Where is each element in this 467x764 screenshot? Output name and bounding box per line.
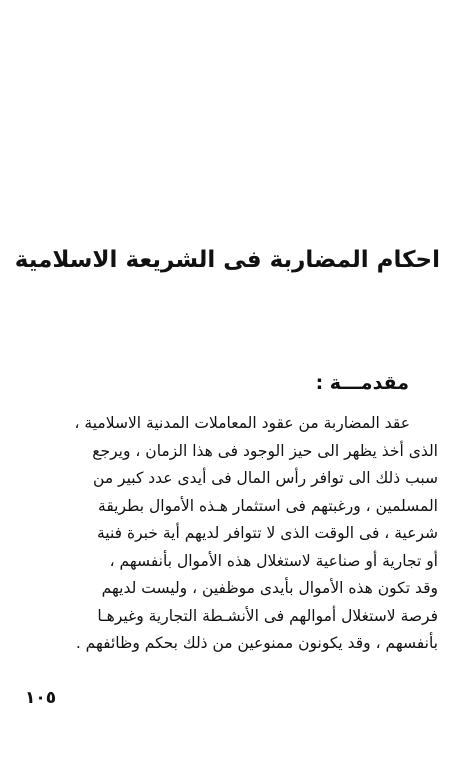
body-line: وقد تكون هذه الأموال بأيدى موظفين ، وليست لديهم [101, 579, 438, 597]
body-text [30, 410, 438, 658]
chapter-title: احكام المضاربة فى الشريعة الاسلامية [14, 247, 440, 273]
section-heading: مقدمـــة : [315, 372, 409, 394]
body-line: سبب ذلك الى توافر رأس المال فى أيدى عدد كبير من [93, 469, 438, 487]
body-line: المسلمين ، ورغبتهم فى استثمار هـذه الأموال بطريقة [98, 496, 438, 515]
body-line: شرعية ، فى الوقت الذى لا تتوافر لديهم أية خبرة فنية [96, 524, 438, 542]
body-line: عقد المضاربة من عقود المعاملات المدنية الاسلامية ، [74, 414, 410, 432]
body-line: أو تجارية أو صناعية لاستغلال هذه الأموال بأنفسهم ، [109, 551, 438, 570]
body-line: فرصة لاستغلال أموالهم فى الأنشـطة التجارية وغيرهـا [97, 606, 438, 625]
body-line: بأنفسهم ، وقد يكونون ممنوعين من ذلك بحكم وظائفهم . [75, 634, 438, 652]
body-line: الذى أخذ يظهر الى حيز الوجود فى هذا الزمان ، ويرجع [92, 441, 438, 460]
page-number: ١٠٥ [25, 688, 57, 708]
